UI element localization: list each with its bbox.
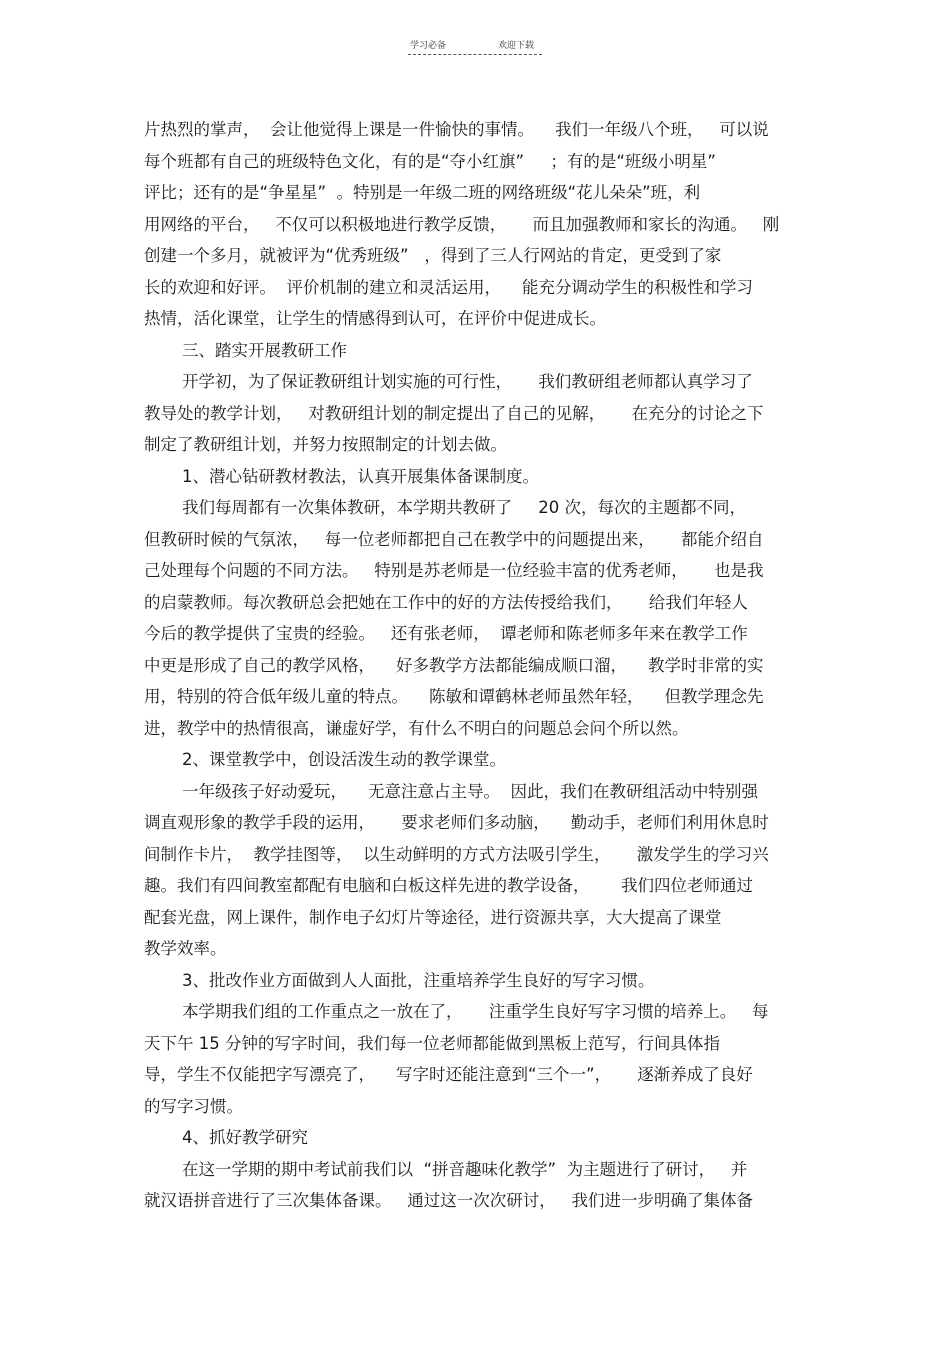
text-line: 3、批改作业方面做到人人面批，注重培养学生良好的写字习惯。 [182,970,655,990]
text-line: 天下午 15 分钟的写字时间，我们每一位老师都能做到黑板上范写，行间具体指 [144,1033,720,1053]
text-line: 一年级孩子好动爱玩， 无意注意占主导。 因此，我们在教研组活动中特别强 [182,781,758,801]
text-line: 的写字习惯。 [144,1096,243,1116]
text-line: 教导处的教学计划， 对教研组计划的制定提出了自己的见解， 在充分的讨论之下 [144,403,764,423]
text-line: 片热烈的掌声， 会让他觉得上课是一件愉快的事情。 我们一年级八个班， 可以说 [144,120,769,139]
text-line: 中更是形成了自己的教学风格， 好多教学方法都能编成顺口溜， 教学时非常的实 [144,655,764,675]
text-line: 但教研时候的气氛浓， 每一位老师都把自己在教学中的问题提出来， 都能介绍自 [144,529,764,549]
text-line: 制定了教研组计划，并努力按照制定的计划去做。 [144,435,507,454]
header-left-text: 学习必备 [410,41,447,51]
text-line: 热情，活化课堂，让学生的情感得到认可，在评价中促进成长。 [144,309,606,328]
text-line: 2、课堂教学中，创设活泼生动的教学课堂。 [182,750,506,769]
text-line: 今后的教学提供了宝贵的经验。 还有张老师， 谭老师和陈老师多年来在教学工作 [144,624,748,643]
text-line: 的启蒙教师。每次教研总会把她在工作中的好的方法传授给我们， 给我们年轻人 [144,592,748,612]
header-divider [408,54,542,55]
text-line: 就汉语拼音进行了三次集体备课。 通过这一次次研讨， 我们进一步明确了集体备 [144,1191,753,1210]
text-line: 每个班都有自己的班级特色文化，有的是“夺小红旗” ；有的是“班级小明星” [144,151,716,171]
header-right-text: 欢迎下载 [498,41,535,51]
text-line: 趣。我们有四间教室都配有电脑和白板这样先进的教学设备， 我们四位老师通过 [144,876,753,895]
text-line: 三、踏实开展教研工作 [182,340,347,360]
text-line: 本学期我们组的工作重点之一放在了， 注重学生良好写字习惯的培养上。 每 [182,1002,769,1021]
text-line: 导，学生不仅能把字写漂亮了， 写字时还能注意到“三个一”， 逐渐养成了良好 [144,1065,753,1084]
text-line: 4、抓好教学研究 [182,1128,308,1147]
document-body [144,114,810,1217]
text-line: 创建一个多月，就被评为“优秀班级” ，得到了三人行网站的肯定，更受到了家 [144,246,722,265]
text-line: 评比；还有的是“争星星” 。特别是一年级二班的网络班级“花儿朵朵”班，利 [144,183,701,202]
text-line: 开学初，为了保证教研组计划实施的可行性， 我们教研组老师都认真学习了 [182,372,753,391]
text-line: 用，特别的符合低年级儿童的特点。 陈敏和谭鹤林老师虽然年轻， 但教学理念先 [144,687,764,706]
text-line: 我们每周都有一次集体教研，本学期共教研了 20 次，每次的主题都不同， [182,498,746,517]
text-line: 在这一学期的期中考试前我们以 “拼音趣味化教学” 为主题进行了研讨， 并 [182,1159,748,1179]
text-line: 长的欢迎和好评。 评价机制的建立和灵活运用， 能充分调动学生的积极性和学习 [144,277,753,297]
text-line: 用网络的平台， 不仅可以积极地进行教学反馈， 而且加强教师和家长的沟通。 刚 [144,214,780,234]
text-line: 己处理每个问题的不同方法。 特别是苏老师是一位经验丰富的优秀老师， 也是我 [144,561,764,580]
text-line: 教学效率。 [144,939,227,958]
text-line: 进，教学中的热情很高，谦虚好学，有什么不明白的问题总会问个所以然。 [144,718,689,738]
text-line: 间制作卡片， 教学挂图等， 以生动鲜明的方式方法吸引学生， 激发学生的学习兴 [144,844,769,864]
text-line: 配套光盘，网上课件，制作电子幻灯片等途径，进行资源共享，大大提高了课堂 [144,907,722,927]
text-line: 1、潜心钻研教材教法，认真开展集体备课制度。 [182,466,539,486]
text-line: 调直观形象的教学手段的运用， 要求老师们多动脑， 勤动手，老师们利用休息时 [144,813,769,832]
